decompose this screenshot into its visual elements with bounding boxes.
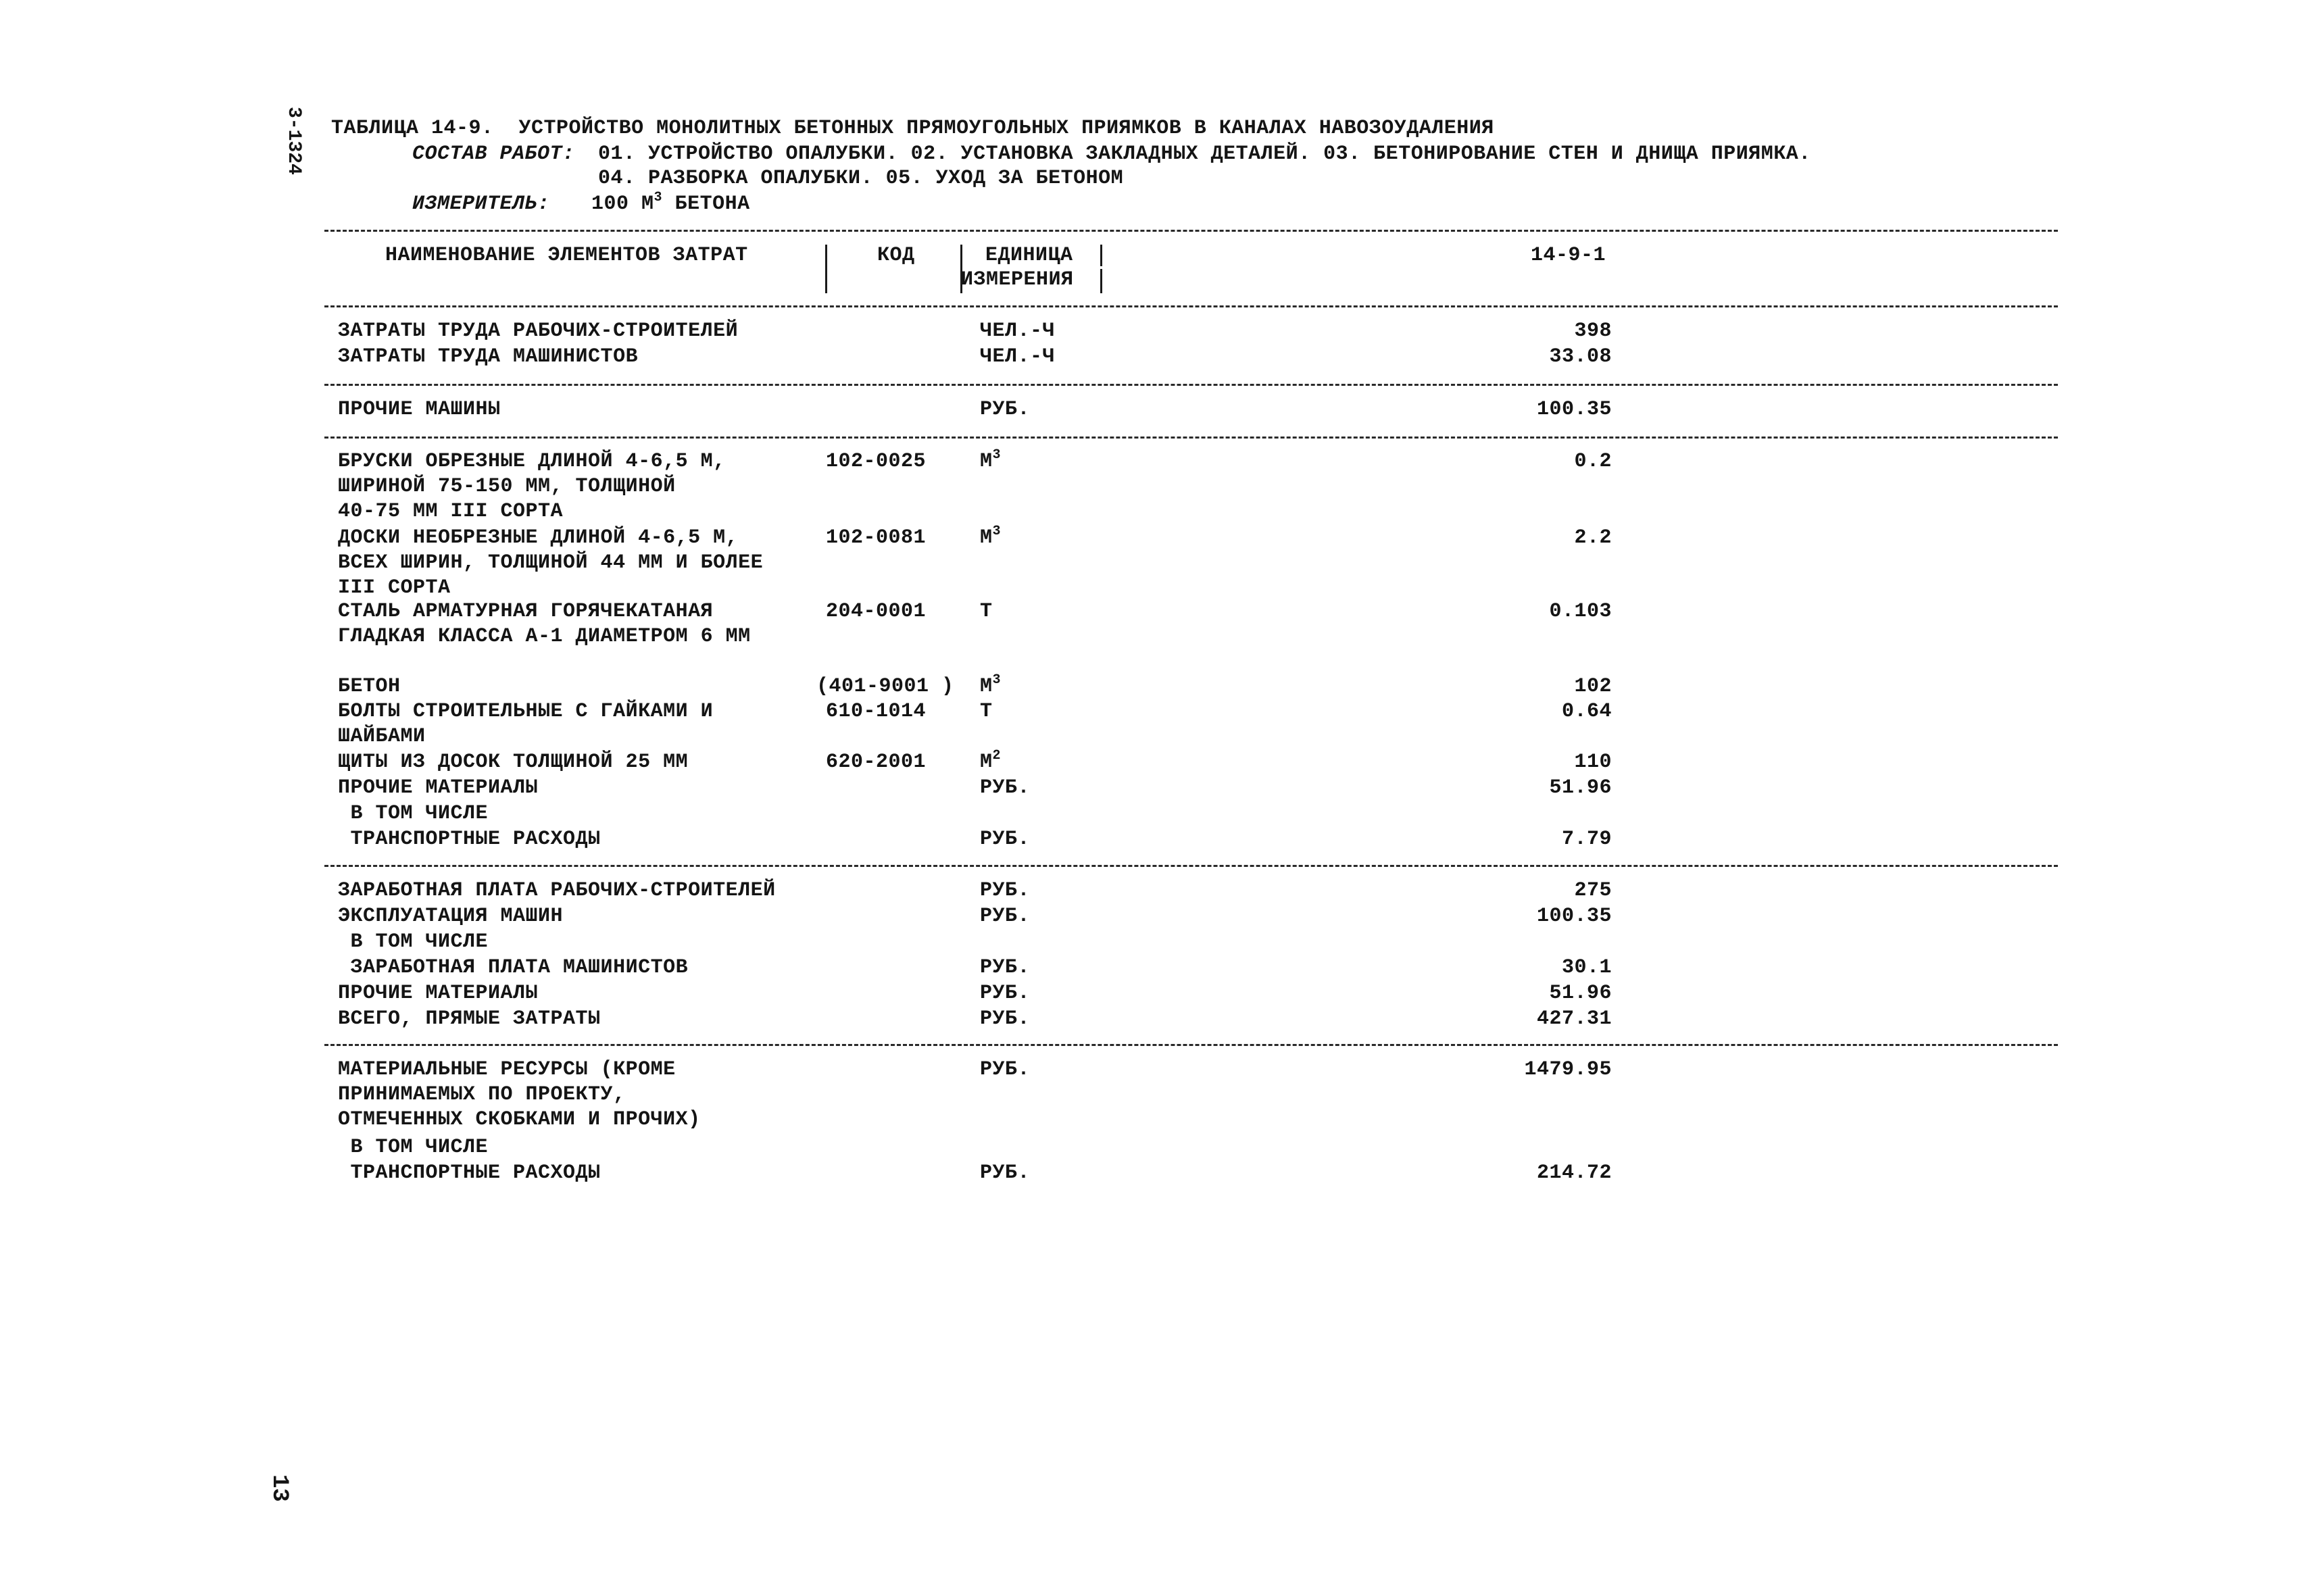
section-rule	[324, 865, 2058, 867]
row-code: 102-0025	[826, 450, 927, 473]
row-value: 275	[1574, 879, 1612, 902]
section-rule	[324, 384, 2058, 386]
row-name-line: МАТЕРИАЛЬНЫЕ РЕСУРСЫ (КРОМЕ	[338, 1058, 676, 1081]
section-rule	[324, 1044, 2058, 1046]
row-name-line: ВСЕХ ШИРИН, ТОЛЩИНОЙ 44 ММ И БОЛЕЕ	[338, 551, 764, 574]
row-value: 33.08	[1549, 345, 1612, 368]
row-name-line: ПРИНИМАЕМЫХ ПО ПРОЕКТУ,	[338, 1083, 626, 1106]
row-value: 30.1	[1561, 956, 1612, 979]
row-unit: РУБ.	[980, 1162, 1031, 1184]
row-unit: $М^3$	[980, 672, 1002, 698]
row-name-line: ВСЕГО, ПРЯМЫЕ ЗАТРАТЫ	[338, 1007, 601, 1030]
column-header-code: КОД	[877, 244, 915, 267]
header-divider	[825, 245, 827, 293]
row-value: 110	[1574, 751, 1612, 774]
work-composition-line-1: 01. УСТРОЙСТВО ОПАЛУБКИ. 02. УСТАНОВКА ЗАКЛАДНЫХ ДЕТАЛЕЙ. 03. БЕТОНИРОВАНИЕ СТЕН И ДНИЩА ПРИЯМКА.	[598, 143, 1811, 166]
row-name-line: БРУСКИ ОБРЕЗНЫЕ ДЛИНОЙ 4-6,5 М,	[338, 450, 726, 473]
row-unit: Т	[980, 700, 993, 723]
row-name-line: ТРАНСПОРТНЫЕ РАСХОДЫ	[338, 1162, 601, 1184]
column-header-unit-line-2: ИЗМЕРЕНИЯ	[961, 268, 1074, 291]
row-unit: $М^3$	[980, 447, 1002, 473]
row-value: 51.96	[1549, 776, 1612, 799]
row-name-line: ОТМЕЧЕННЫХ СКОБКАМИ И ПРОЧИХ)	[338, 1108, 701, 1131]
row-name-line: БЕТОН	[338, 675, 401, 698]
row-name-line: ЗАТРАТЫ ТРУДА РАБОЧИХ-СТРОИТЕЛЕЙ	[338, 320, 739, 343]
row-name-line: ЗАРАБОТНАЯ ПЛАТА МАШИНИСТОВ	[338, 956, 689, 979]
row-name-line: В ТОМ ЧИСЛЕ	[338, 1136, 489, 1159]
work-composition-label: СОСТАВ РАБОТ:	[412, 143, 575, 166]
row-name-line: В ТОМ ЧИСЛЕ	[338, 802, 489, 825]
row-name-line: ПРОЧИЕ МАТЕРИАЛЫ	[338, 776, 539, 799]
row-unit: РУБ.	[980, 879, 1031, 902]
row-name-line: ШАЙБАМИ	[338, 725, 426, 748]
row-unit: $М^3$	[980, 524, 1002, 549]
row-name-line: БОЛТЫ СТРОИТЕЛЬНЫЕ С ГАЙКАМИ И	[338, 700, 714, 723]
row-unit: ЧЕЛ.-Ч	[980, 320, 1056, 343]
row-name-line: ГЛАДКАЯ КЛАССА А-1 ДИАМЕТРОМ 6 ММ	[338, 625, 751, 648]
row-value: 1479.95	[1524, 1058, 1612, 1081]
section-rule	[324, 437, 2058, 439]
row-value: 427.31	[1536, 1007, 1612, 1030]
row-unit: РУБ.	[980, 956, 1031, 979]
row-name-line: ЗАТРАТЫ ТРУДА МАШИНИСТОВ	[338, 345, 639, 368]
meter-label: ИЗМЕРИТЕЛЬ:	[412, 193, 550, 216]
row-name-line: СТАЛЬ АРМАТУРНАЯ ГОРЯЧЕКАТАНАЯ	[338, 600, 714, 623]
page-number: 13	[266, 1474, 292, 1502]
row-name-line: В ТОМ ЧИСЛЕ	[338, 930, 489, 953]
row-unit: РУБ.	[980, 776, 1031, 799]
row-name-line: ЗАРАБОТНАЯ ПЛАТА РАБОЧИХ-СТРОИТЕЛЕЙ	[338, 879, 776, 902]
row-code: 610-1014	[826, 700, 927, 723]
row-unit: РУБ.	[980, 982, 1031, 1005]
document-code: 3-1324	[283, 107, 304, 175]
row-value: 0.64	[1561, 700, 1612, 723]
row-value: 102	[1574, 675, 1612, 698]
row-name-line: ТРАНСПОРТНЫЕ РАСХОДЫ	[338, 828, 601, 851]
row-name-line: ЩИТЫ ИЗ ДОСОК ТОЛЩИНОЙ 25 ММ	[338, 751, 689, 774]
row-unit: Т	[980, 600, 993, 623]
row-value: 100.35	[1536, 905, 1612, 928]
row-value: 398	[1574, 320, 1612, 343]
row-unit: РУБ.	[980, 398, 1031, 421]
row-code: 620-2001	[826, 751, 927, 774]
header-top-rule	[324, 230, 2058, 232]
section-rule	[324, 305, 2058, 307]
row-value: 2.2	[1574, 526, 1612, 549]
row-code: 102-0081	[826, 526, 927, 549]
table-title: ТАБЛИЦА 14-9. УСТРОЙСТВО МОНОЛИТНЫХ БЕТОННЫХ ПРЯМОУГОЛЬНЫХ ПРИЯМКОВ В КАНАЛАХ НАВОЗОУДАЛЕНИЯ	[331, 117, 1494, 140]
row-name-line: ПРОЧИЕ МАШИНЫ	[338, 398, 501, 421]
row-unit: РУБ.	[980, 1058, 1031, 1081]
row-value: 214.72	[1536, 1162, 1612, 1184]
header-divider	[1100, 245, 1102, 266]
row-unit: РУБ.	[980, 1007, 1031, 1030]
row-value: 100.35	[1536, 398, 1612, 421]
row-name-line: ДОСКИ НЕОБРЕЗНЫЕ ДЛИНОЙ 4-6,5 М,	[338, 526, 739, 549]
row-name-line: III СОРТА	[338, 576, 451, 599]
work-composition-line-2: 04. РАЗБОРКА ОПАЛУБКИ. 05. УХОД ЗА БЕТОНОМ	[598, 167, 1124, 190]
header-divider	[1100, 269, 1102, 293]
row-value: 7.79	[1561, 828, 1612, 851]
column-header-norm: 14-9-1	[1531, 244, 1606, 267]
row-code: (401-9001 )	[816, 675, 954, 698]
row-name-line: ПРОЧИЕ МАТЕРИАЛЫ	[338, 982, 539, 1005]
row-unit: ЧЕЛ.-Ч	[980, 345, 1056, 368]
row-code: 204-0001	[826, 600, 927, 623]
row-name-line: ШИРИНОЙ 75-150 ММ, ТОЛЩИНОЙ	[338, 475, 676, 498]
row-unit: РУБ.	[980, 905, 1031, 928]
header-divider	[960, 245, 962, 293]
row-value: 0.103	[1549, 600, 1612, 623]
column-header-name: НАИМЕНОВАНИЕ ЭЛЕМЕНТОВ ЗАТРАТ	[385, 244, 748, 267]
column-header-unit-line-1: ЕДИНИЦА	[985, 244, 1073, 267]
row-name-line: 40-75 ММ III СОРТА	[338, 500, 564, 523]
row-name-line: ЭКСПЛУАТАЦИЯ МАШИН	[338, 905, 564, 928]
row-value: 51.96	[1549, 982, 1612, 1005]
meter-value: 100 $М^3$ БЕТОНА	[591, 190, 750, 216]
row-unit: РУБ.	[980, 828, 1031, 851]
row-value: 0.2	[1574, 450, 1612, 473]
row-unit: $М^2$	[980, 748, 1002, 774]
